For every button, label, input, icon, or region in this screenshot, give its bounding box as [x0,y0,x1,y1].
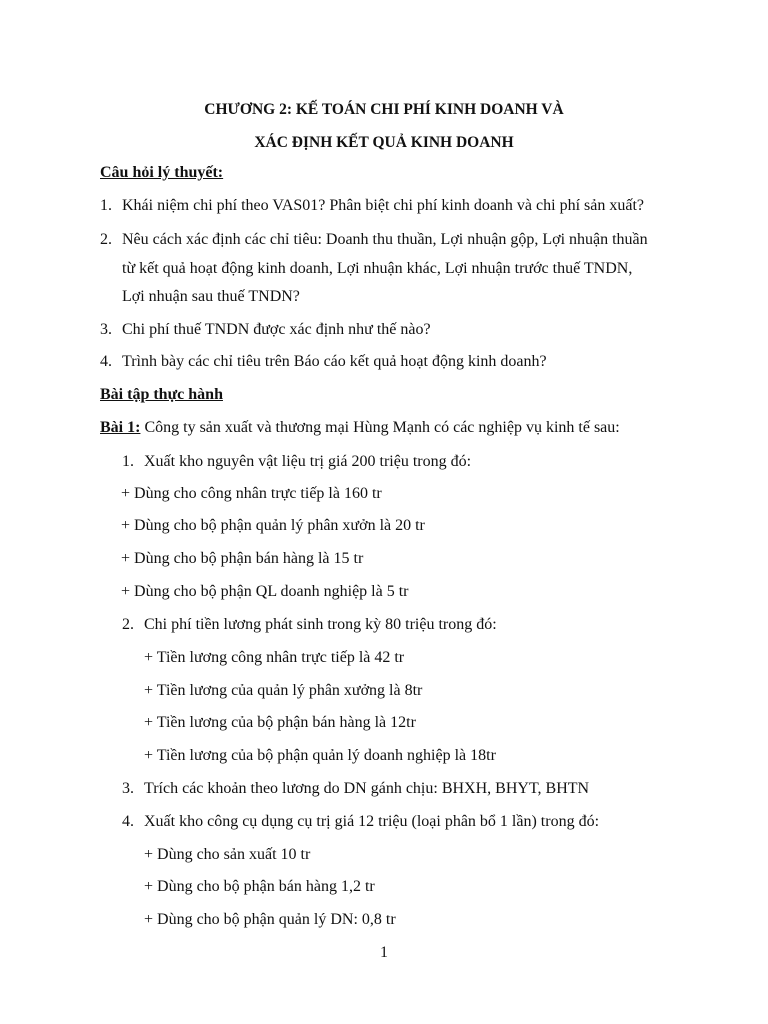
question-4-text: Trình bày các chỉ tiêu trên Báo cáo kết quả hoạt động kinh doanh? [122,353,547,370]
exercise-1-intro: Công ty sản xuất và thương mại Hùng Mạnh có các nghiệp vụ kinh tế sau: [140,419,620,436]
transaction-2-text: Chi phí tiền lương phát sinh trong kỳ 80 triệu trong đó: [144,616,497,633]
transaction-2-detail-1: + Tiền lương công nhân trực tiếp là 42 tr [144,649,405,666]
transaction-1-number: 1. [122,453,134,470]
question-1-number: 1. [100,197,112,214]
transaction-3-number: 3. [122,780,134,797]
exercise-1-label: Bài 1: [100,419,141,436]
transaction-1-detail-4: + Dùng cho bộ phận QL doanh nghiệp là 5 tr [121,583,409,600]
question-2-line-2: từ kết quả hoạt động kinh doanh, Lợi nhuận khác, Lợi nhuận trước thuế TNDN, [122,260,633,277]
practice-heading: Bài tập thực hành [100,386,223,403]
transaction-4-detail-3: + Dùng cho bộ phận quản lý DN: 0,8 tr [144,911,396,928]
transaction-1-detail-1: + Dùng cho công nhân trực tiếp là 160 tr [121,485,382,502]
transaction-2-detail-2: + Tiền lương của quản lý phân xưởng là 8tr [144,682,423,699]
transaction-4-detail-1: + Dùng cho sản xuất 10 tr [144,846,311,863]
transaction-3-text: Trích các khoản theo lương do DN gánh chịu: BHXH, BHYT, BHTN [144,780,590,797]
transaction-1-detail-2: + Dùng cho bộ phận quản lý phân xưởn là 20 tr [121,517,425,534]
page-number: 1 [380,944,388,961]
question-2-line-1: Nêu cách xác định các chỉ tiêu: Doanh thu thuần, Lợi nhuận gộp, Lợi nhuận thuần [122,231,648,248]
question-2-line-3: Lợi nhuận sau thuế TNDN? [122,288,300,305]
chapter-title-line-1: CHƯƠNG 2: KẾ TOÁN CHI PHÍ KINH DOANH VÀ [204,101,564,118]
transaction-1-text: Xuất kho nguyên vật liệu trị giá 200 triệu trong đó: [144,453,472,470]
transaction-2-detail-4: + Tiền lương của bộ phận quản lý doanh nghiệp là 18tr [144,747,496,764]
transaction-1-detail-3: + Dùng cho bộ phận bán hàng là 15 tr [121,550,364,567]
transaction-4-number: 4. [122,813,134,830]
transaction-4-text: Xuất kho công cụ dụng cụ trị giá 12 triệu (loại phân bổ 1 lần) trong đó: [144,813,600,830]
transaction-2-detail-3: + Tiền lương của bộ phận bán hàng là 12tr [144,714,416,731]
theory-heading: Câu hỏi lý thuyết: [100,164,224,181]
transaction-2-number: 2. [122,616,134,633]
question-1-text: Khái niệm chi phí theo VAS01? Phân biệt chi phí kinh doanh và chi phí sản xuất? [122,197,644,214]
exercise-1-intro-line [100,418,620,438]
chapter-title-line-2: XÁC ĐỊNH KẾT QUẢ KINH DOANH [254,134,514,151]
question-3-number: 3. [100,321,112,338]
question-4-number: 4. [100,353,112,370]
transaction-4-detail-2: + Dùng cho bộ phận bán hàng 1,2 tr [144,878,375,895]
question-2-number: 2. [100,231,112,248]
question-3-text: Chi phí thuế TNDN được xác định như thế nào? [122,321,431,338]
